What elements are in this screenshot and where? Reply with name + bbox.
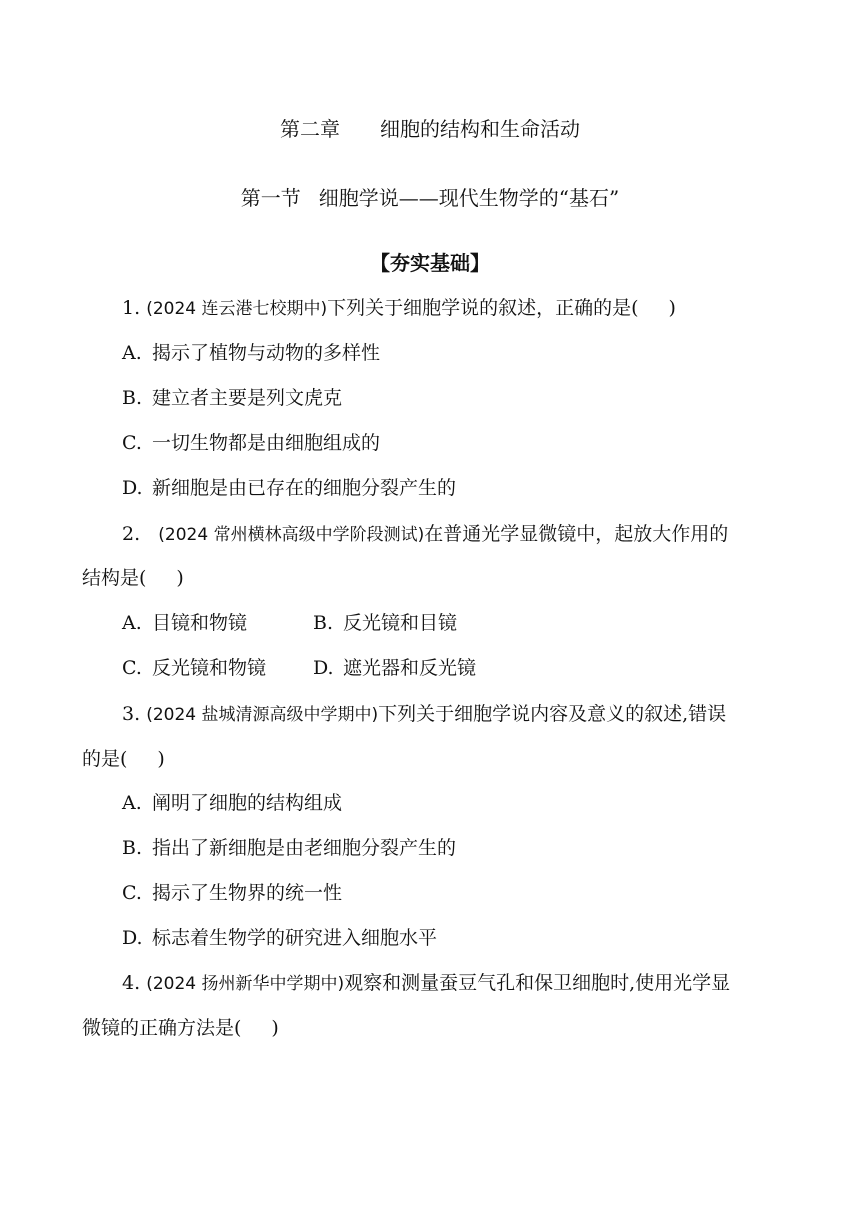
chapter-heading xyxy=(0,115,860,143)
section-title: 细胞学说——现代生物学的“基石” xyxy=(318,186,620,210)
question-2-stem-cont xyxy=(82,564,184,592)
chapter-number: 第二章 xyxy=(280,117,340,141)
question-source: (2024 盐城清源高级中学期中) xyxy=(146,705,379,725)
option-a xyxy=(122,609,247,637)
question-number: 3. xyxy=(122,703,141,725)
question-2-stem xyxy=(122,520,728,549)
option-d xyxy=(313,654,476,682)
option-text: 标志着生物学的研究进入细胞水平 xyxy=(152,927,438,949)
option-text: 反光镜和目镜 xyxy=(343,612,458,634)
option-letter: D. xyxy=(122,927,143,949)
question-text: 结构是( xyxy=(82,567,147,589)
option-text: 反光镜和物镜 xyxy=(152,657,267,679)
close-paren: ) xyxy=(271,1017,279,1039)
section-number: 第一节 xyxy=(240,186,301,210)
option-text: 揭示了生物界的统一性 xyxy=(152,882,343,904)
question-number: 4. xyxy=(122,972,141,994)
question-source: (2024 连云港七校期中) xyxy=(146,299,328,319)
option-b xyxy=(313,609,457,637)
close-paren: ) xyxy=(157,748,165,770)
question-text: 下列关于细胞学说内容及意义的叙述,错误 xyxy=(378,703,727,725)
question-text: 微镜的正确方法是( xyxy=(82,1017,242,1039)
question-4-stem-cont xyxy=(82,1014,279,1042)
option-d xyxy=(122,924,437,952)
option-letter: A. xyxy=(122,342,142,364)
question-text: 在普通光学显微镜中，起放大作用的 xyxy=(424,523,729,545)
option-text: 揭示了植物与动物的多样性 xyxy=(152,342,381,364)
option-b xyxy=(122,834,456,862)
close-paren: ) xyxy=(668,297,676,319)
option-text: 新细胞是由已存在的细胞分裂产生的 xyxy=(152,477,457,499)
question-text: 的是( xyxy=(82,748,128,770)
option-letter: C. xyxy=(122,882,142,904)
question-text: 下列关于细胞学说的叙述，正确的是( xyxy=(327,297,639,319)
question-3-stem-cont xyxy=(82,745,165,773)
option-text: 指出了新细胞是由老细胞分裂产生的 xyxy=(152,837,457,859)
option-text: 目镜和物镜 xyxy=(152,612,248,634)
option-a xyxy=(122,789,342,817)
option-c xyxy=(122,879,342,907)
option-letter: D. xyxy=(313,657,334,679)
option-letter: A. xyxy=(122,792,142,814)
option-letter: B. xyxy=(122,387,143,409)
part-label: 【夯实基础】 xyxy=(370,251,490,275)
option-letter: B. xyxy=(122,837,143,859)
option-a xyxy=(122,339,380,367)
option-letter: A. xyxy=(122,612,142,634)
option-text: 阐明了细胞的结构组成 xyxy=(152,792,343,814)
option-letter: C. xyxy=(122,432,142,454)
option-c xyxy=(122,654,266,682)
close-paren: ) xyxy=(176,567,184,589)
question-1-stem xyxy=(122,294,676,323)
question-number: 2. xyxy=(122,523,141,545)
question-source: (2024 扬州新华中学期中) xyxy=(146,974,345,994)
question-source: (2024 常州横林高级中学阶段测试) xyxy=(158,525,425,545)
option-letter: B. xyxy=(313,612,334,634)
question-number: 1. xyxy=(122,297,141,319)
option-letter: D. xyxy=(122,477,143,499)
option-text: 建立者主要是列文虎克 xyxy=(152,387,343,409)
chapter-title: 细胞的结构和生命活动 xyxy=(380,117,580,141)
question-3-stem xyxy=(122,700,726,729)
option-d xyxy=(122,474,456,502)
question-text: 观察和测量蚕豆气孔和保卫细胞时,使用光学显 xyxy=(344,972,731,994)
option-text: 一切生物都是由细胞组成的 xyxy=(152,432,381,454)
option-text: 遮光器和反光镜 xyxy=(343,657,477,679)
option-c xyxy=(122,429,380,457)
option-letter: C. xyxy=(122,657,142,679)
option-b xyxy=(122,384,342,412)
question-4-stem xyxy=(122,969,730,998)
section-heading xyxy=(0,184,860,212)
